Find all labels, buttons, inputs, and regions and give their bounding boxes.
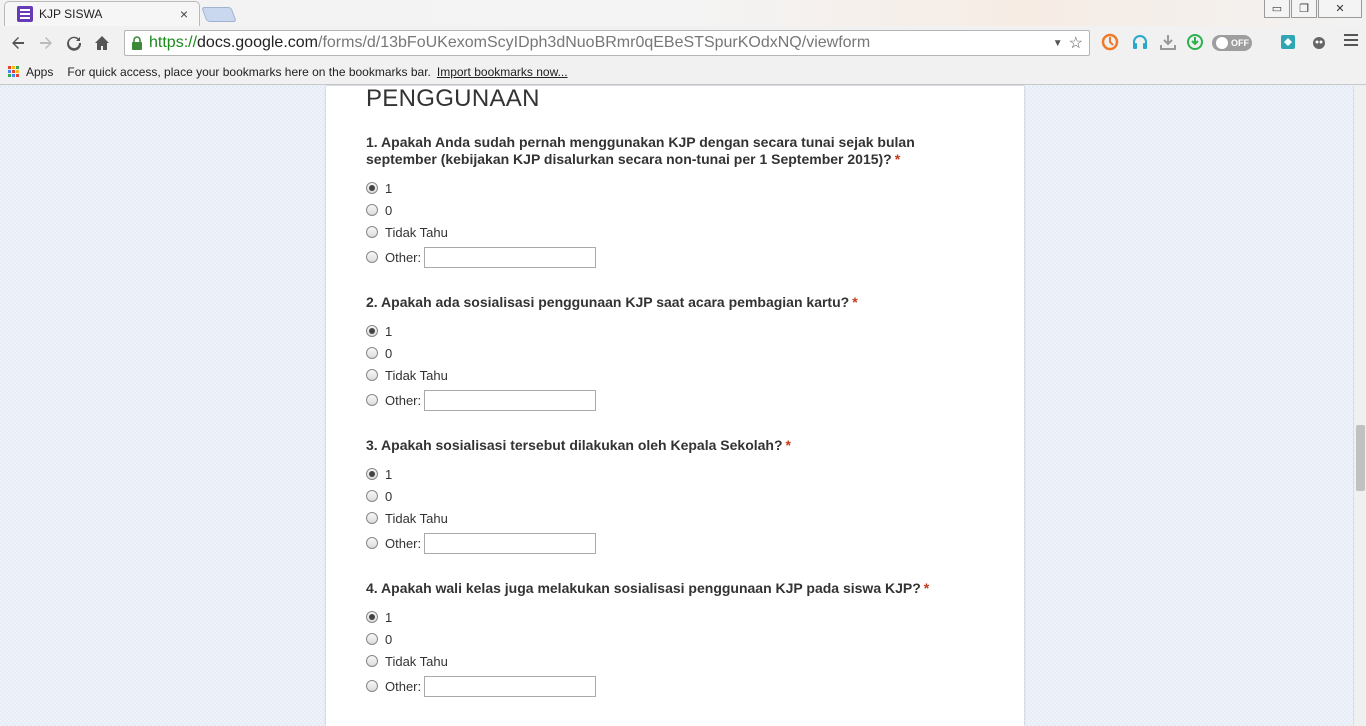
green-download-icon[interactable] (1185, 32, 1205, 52)
option-other[interactable] (366, 243, 986, 271)
toggle-label: OFF (1231, 38, 1249, 48)
radio-button[interactable] (366, 347, 378, 359)
option-1[interactable] (366, 320, 986, 342)
question-text: 4. Apakah wali kelas juga melakukan sosialisasi penggunaan KJP pada siswa KJP? (366, 580, 921, 596)
option-other[interactable] (366, 672, 986, 700)
option-tidak-tahu[interactable] (366, 364, 986, 386)
radio-button[interactable] (366, 468, 378, 480)
address-bar[interactable] (124, 30, 1090, 56)
question-text: 2. Apakah ada sosialisasi penggunaan KJP saat acara pembagian kartu? (366, 294, 850, 310)
bookmark-star-icon[interactable]: ☆ (1068, 35, 1083, 52)
ghost-extension-icon[interactable] (1309, 32, 1329, 52)
url-host: docs.google.com (197, 34, 318, 51)
restore-button[interactable]: ❐ (1291, 0, 1317, 18)
option-label: 0 (385, 631, 393, 647)
new-tab-button[interactable] (201, 7, 236, 22)
headphones-icon[interactable] (1130, 32, 1150, 52)
option-1[interactable] (366, 463, 986, 485)
back-button[interactable] (4, 29, 32, 57)
google-forms-icon (17, 6, 33, 22)
radio-button[interactable] (366, 394, 378, 406)
option-tidak-tahu[interactable] (366, 221, 986, 243)
tab-close-icon[interactable]: × (179, 6, 189, 22)
reload-icon (66, 35, 82, 51)
question-label (366, 134, 986, 168)
option-label: 0 (385, 488, 393, 504)
import-bookmarks-link[interactable]: Import bookmarks now... (436, 64, 568, 79)
question-text: 3. Apakah sosialisasi tersebut dilakukan oleh Kepala Sekolah? (366, 437, 783, 453)
option-0[interactable] (366, 199, 986, 221)
url-scheme: https:// (149, 34, 198, 51)
radio-button[interactable] (366, 680, 378, 692)
option-label: 1 (385, 323, 393, 339)
extension-toggle-off[interactable] (1212, 35, 1252, 51)
radio-button[interactable] (366, 490, 378, 502)
other-text-input[interactable] (424, 533, 596, 554)
option-label: Other: (385, 535, 422, 551)
dropdown-arrow-icon[interactable]: ▼ (1052, 37, 1063, 49)
forward-arrow-icon (38, 35, 54, 51)
option-label: Other: (385, 392, 422, 408)
page-scrollbar[interactable] (1353, 86, 1366, 726)
option-label: Tidak Tahu (385, 367, 448, 383)
option-label: Tidak Tahu (385, 653, 448, 669)
radio-button[interactable] (366, 251, 378, 263)
question-label (366, 437, 986, 454)
apps-link[interactable]: Apps (26, 64, 54, 79)
option-label: 1 (385, 609, 393, 625)
option-0[interactable] (366, 485, 986, 507)
option-label: Tidak Tahu (385, 510, 448, 526)
option-label: Other: (385, 678, 422, 694)
extension-orange-icon[interactable] (1100, 32, 1120, 52)
option-1[interactable] (366, 177, 986, 199)
required-mark: * (785, 437, 791, 453)
bookmarks-bar (0, 59, 1366, 85)
tab-title: KJP SISWA (39, 7, 103, 21)
option-tidak-tahu[interactable] (366, 650, 986, 672)
option-label: 1 (385, 466, 393, 482)
option-0[interactable] (366, 628, 986, 650)
teal-extension-icon[interactable] (1278, 32, 1298, 52)
chrome-menu-icon[interactable] (1344, 34, 1358, 46)
radio-button[interactable] (366, 226, 378, 238)
radio-button[interactable] (366, 204, 378, 216)
option-other[interactable] (366, 386, 986, 414)
radio-button[interactable] (366, 325, 378, 337)
option-label: 1 (385, 180, 393, 196)
radio-button[interactable] (366, 369, 378, 381)
back-arrow-icon (10, 35, 26, 51)
other-text-input[interactable] (424, 247, 596, 268)
radio-button[interactable] (366, 655, 378, 667)
question-2 (366, 294, 986, 414)
option-label: Tidak Tahu (385, 224, 448, 240)
option-label: Other: (385, 249, 422, 265)
window-controls (1264, 0, 1362, 18)
other-text-input[interactable] (424, 676, 596, 697)
radio-button[interactable] (366, 633, 378, 645)
radio-button[interactable] (366, 611, 378, 623)
home-button[interactable] (88, 29, 116, 57)
question-text: 1. Apakah Anda sudah pernah menggunakan KJP dengan secara tunai sejak bulan september (kebijakan KJP disalurkan secara non-tunai per 1 September 2015)? (366, 134, 915, 167)
option-0[interactable] (366, 342, 986, 364)
reload-button[interactable] (60, 29, 88, 57)
required-mark: * (894, 151, 901, 167)
question-1 (366, 134, 986, 271)
lock-icon (131, 36, 143, 50)
home-icon (94, 35, 110, 51)
radio-button[interactable] (366, 537, 378, 549)
omnibox-actions (1053, 33, 1083, 53)
download-icon[interactable] (1158, 32, 1178, 52)
option-tidak-tahu[interactable] (366, 507, 986, 529)
apps-grid-icon[interactable] (8, 66, 20, 78)
bookmarks-hint: For quick access, place your bookmarks here on the bookmarks bar. (67, 64, 431, 79)
radio-button[interactable] (366, 182, 378, 194)
radio-button[interactable] (366, 512, 378, 524)
required-mark: * (923, 580, 930, 596)
forward-button[interactable] (32, 29, 60, 57)
question-3 (366, 437, 986, 557)
question-label (366, 294, 986, 311)
form-card (326, 86, 1024, 726)
browser-tab[interactable] (4, 1, 200, 26)
scrollbar-thumb[interactable] (1356, 425, 1365, 491)
page-background (0, 86, 1366, 726)
question-label (366, 580, 986, 597)
option-label: 0 (385, 345, 393, 361)
close-window-button[interactable]: ✕ (1318, 0, 1362, 18)
browser-toolbar (0, 26, 1366, 59)
section-title: PENGGUNAAN (366, 86, 540, 112)
window-titlebar (0, 0, 1366, 26)
other-text-input[interactable] (424, 390, 596, 411)
question-4 (366, 580, 986, 700)
option-label: 0 (385, 202, 393, 218)
url-text (149, 34, 870, 52)
url-path: /forms/d/13bFoUKexomScyIDph3dNuoBRmr0qEBeSTSpurKOdxNQ/viewform (318, 34, 871, 51)
option-1[interactable] (366, 606, 986, 628)
toggle-knob (1216, 37, 1228, 49)
required-mark: * (852, 294, 858, 310)
minimize-button[interactable]: ▭ (1264, 0, 1290, 18)
option-other[interactable] (366, 529, 986, 557)
